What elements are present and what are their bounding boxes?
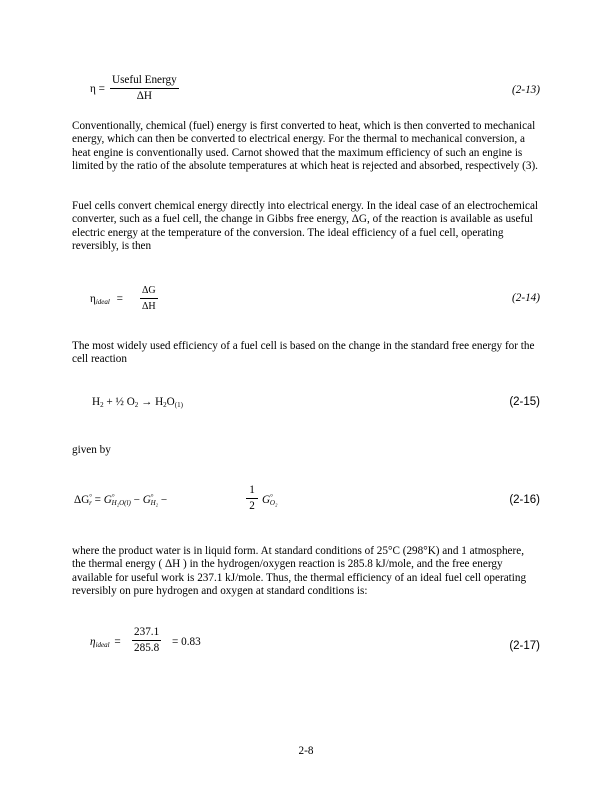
eq-2-16-g2: G — [142, 494, 151, 506]
eq-2-16-g2-sub: H₂ — [150, 499, 159, 507]
eq-2-14-fraction — [140, 284, 158, 314]
eq-2-16-g3-sup: ° — [270, 493, 273, 501]
eq-2-16-half-fraction — [246, 484, 258, 514]
eq-2-17-sub: ideal — [95, 641, 110, 649]
eq-2-17-eta: η — [90, 636, 96, 648]
eq-2-17-lhs — [90, 636, 121, 652]
eq-2-17-equals: = — [114, 636, 121, 648]
eq-2-13-numerator: Useful Energy — [110, 74, 179, 89]
eq-2-16-delta-sub: r — [89, 499, 92, 507]
equation-2-13 — [90, 74, 550, 108]
eq-2-17-fraction — [132, 626, 161, 656]
eq-2-16-g1: G — [103, 494, 112, 506]
eq-2-15-number: (2-15) — [509, 396, 540, 408]
eq-2-16-g1-sub: H₂O(l) — [111, 499, 131, 507]
eq-2-14-numerator: ΔG — [140, 284, 158, 299]
eq-2-15-half: ½ — [115, 396, 124, 408]
eq-2-15-arrow: → — [138, 396, 156, 408]
page-number: 2-8 — [298, 745, 314, 757]
eq-2-16-g3: G — [262, 494, 271, 506]
eq-2-16-equals: = — [91, 494, 104, 506]
paragraph-standard-conditions: where the product water is in liquid form. At standard conditions of 25°C (298°K) and 1 atmosphere, the thermal energy ( ΔH ) in the hydrogen/oxygen reaction is 285.8 kJ/mole, and the free energy available for useful work is 237.1 kJ/mole. Thus, the thermal efficiency of an ideal fuel cell operating reversibly on pure hydrogen and oxygen at standard conditions is: — [72, 545, 527, 598]
paragraph-gibbs: Fuel cells convert chemical energy directly into electrical energy. In the ideal case of an electrochemical converter, such as a fuel cell, the change in Gibbs free energy, ΔG, of the reaction is available as useful electric energy at the temperature of the conversion. The ideal efficiency of a fuel cell, operating reversibly, is then — [72, 200, 539, 253]
paragraph-standard-free-energy: The most widely used efficiency of a fuel cell is based on the change in the standard free energy for the cell reaction — [72, 340, 535, 366]
equation-2-16 — [74, 484, 334, 520]
eq-2-17-numerator: 237.1 — [132, 626, 161, 641]
eq-2-15-o: O — [123, 396, 135, 408]
eq-2-16-half-num: 1 — [246, 484, 258, 499]
eq-2-16-g1-sup: ° — [111, 493, 115, 501]
eq-2-15-product-h: H — [155, 396, 164, 408]
eq-2-14-number: (2-14) — [512, 292, 540, 304]
eq-2-15-plus: + — [103, 396, 116, 408]
eq-2-14-equals: = — [116, 293, 123, 305]
eq-2-17-number: (2-17) — [509, 640, 540, 652]
eq-2-14-lhs — [90, 293, 123, 309]
eq-2-16-terms — [74, 494, 170, 507]
eq-2-15-phase: (1) — [174, 401, 183, 409]
eq-2-17-denominator: 285.8 — [134, 642, 160, 655]
given-by-text: given by — [72, 444, 111, 456]
eq-2-14-denominator: ΔH — [142, 301, 156, 313]
eq-2-13-number: (2-13) — [512, 84, 540, 96]
eq-2-15-product-sub: 2 — [163, 401, 167, 409]
equation-2-17 — [90, 626, 290, 662]
eq-2-16-minus2: − — [158, 494, 171, 506]
eq-2-16-g3-term — [262, 494, 277, 507]
eq-2-16-delta-g: ΔG — [74, 494, 90, 506]
equation-2-15 — [92, 396, 183, 409]
eq-2-13-fraction — [110, 74, 179, 104]
eq-2-16-delta-sup: ° — [89, 493, 93, 501]
eq-2-14-sub: ideal — [95, 298, 110, 306]
eq-2-16-minus1: − — [130, 494, 143, 506]
eq-2-16-g2-sup: ° — [150, 493, 154, 501]
eq-2-13-lhs: η = — [90, 83, 105, 95]
eq-2-14-eta: η — [90, 293, 96, 305]
eq-2-13-denominator: ΔH — [136, 90, 152, 103]
eq-2-16-number: (2-16) — [509, 494, 540, 506]
eq-2-15-h-sub: 2 — [100, 401, 104, 409]
paragraph-carnot: Conventionally, chemical (fuel) energy is first converted to heat, which is then converted to mechanical energy, which can then be converted to electrical energy. For the thermal to mechanical conversion, a heat engine is conventionally used. Carnot showed that the maximum efficiency of such an engine is limited by the ratio of the absolute temperatures at which heat is rejected and absorbed, respectively (3). — [72, 120, 538, 173]
eq-2-15-o-sub: 2 — [134, 401, 139, 409]
eq-2-16-g3-sub: O₂ — [269, 499, 278, 507]
eq-2-16-half-den: 2 — [249, 500, 255, 513]
equation-2-14 — [90, 284, 290, 318]
eq-2-15-h: H — [92, 396, 101, 408]
eq-2-15-product-o: O — [166, 396, 175, 408]
eq-2-17-result: = 0.83 — [172, 636, 201, 648]
